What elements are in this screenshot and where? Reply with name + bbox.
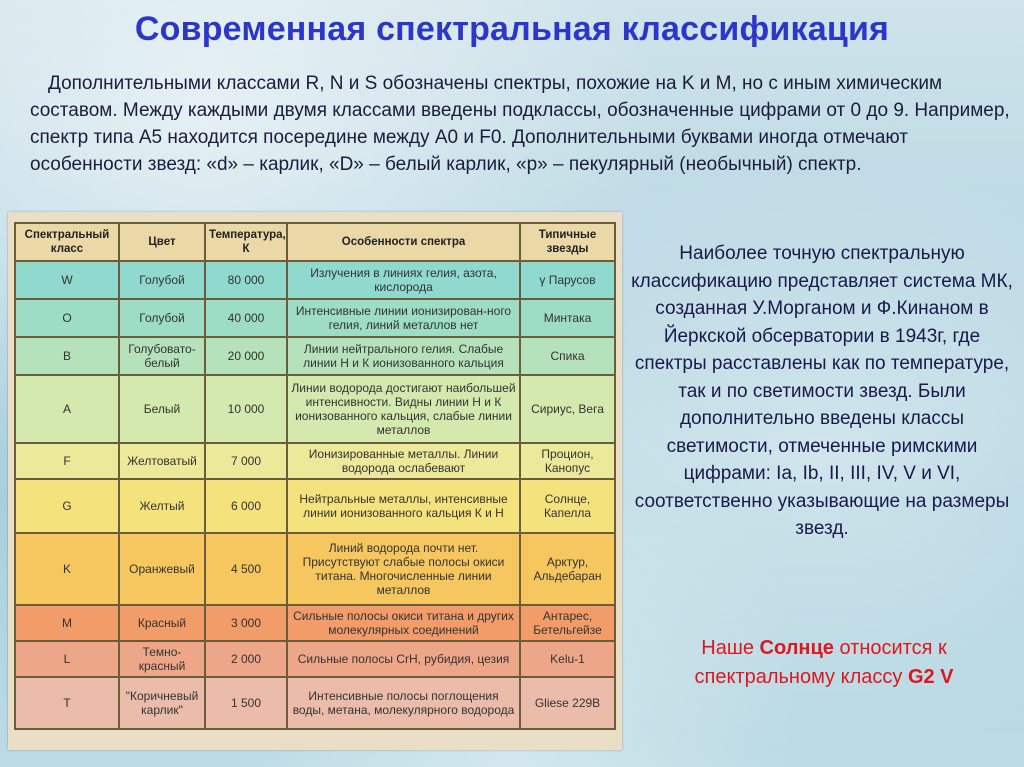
- cell-temperature: 80 000: [205, 261, 287, 299]
- cell-stars: γ Парусов: [520, 261, 615, 299]
- cell-class: M: [15, 605, 119, 641]
- cell-stars: Арктур, Альдебаран: [520, 533, 615, 605]
- cell-color: Голубой: [119, 299, 205, 337]
- cell-stars: Gliese 229B: [520, 677, 615, 729]
- table-row: [15, 337, 615, 375]
- cell-features: Сильные полосы окиси титана и других молекулярных соединений: [287, 605, 520, 641]
- cell-class: K: [15, 533, 119, 605]
- cell-class: O: [15, 299, 119, 337]
- cell-features: Линии нейтрального гелия. Слабые линии Н и К ионизованного кальция: [287, 337, 520, 375]
- sun-note-sun: Солнце: [759, 637, 834, 659]
- cell-temperature: 6 000: [205, 479, 287, 533]
- table-row: [15, 641, 615, 677]
- cell-temperature: 7 000: [205, 443, 287, 479]
- cell-features: Ионизированные металлы. Линии водорода ослабевают: [287, 443, 520, 479]
- cell-features: Интенсивные линии ионизирован-ного гелия, линий металлов нет: [287, 299, 520, 337]
- sun-note-pre: Наше: [701, 637, 760, 659]
- slide-title: Современная спектральная классификация: [134, 10, 890, 48]
- cell-temperature: 10 000: [205, 375, 287, 443]
- spectral-table: [14, 222, 616, 730]
- cell-color: Оранжевый: [119, 533, 205, 605]
- cell-features: Нейтральные металлы, интенсивные линии ионизованного кальция К и Н: [287, 479, 520, 533]
- sun-note-class: G2 V: [907, 666, 954, 688]
- mk-system-text: Наиболее точную спектральную классификацию представляет система МК, созданная У.Морганом и Ф.Кинаном в Йеркской обсерватории в 1943г, где спектры расставлены как по температуре, так и по светимости звезд. Были дополнительно введены классы светимости, отмеченные римскими цифрами: Ia, Ib, II, III, IV, V и VI, соответственно указывающие на размеры звезд.: [631, 243, 1013, 539]
- header-temperature: Температура, К: [205, 223, 287, 261]
- header-features: Особенности спектра: [287, 223, 520, 261]
- cell-temperature: 2 000: [205, 641, 287, 677]
- table-row: [15, 299, 615, 337]
- sun-class-note: [632, 634, 1016, 692]
- header-stars: Типичные звезды: [520, 223, 615, 261]
- cell-class: A: [15, 375, 119, 443]
- table-row: [15, 443, 615, 479]
- table-row: [15, 375, 615, 443]
- cell-class: B: [15, 337, 119, 375]
- table-row: [15, 261, 615, 299]
- cell-features: Излучения в линиях гелия, азота, кислорода: [287, 261, 520, 299]
- cell-color: Голубой: [119, 261, 205, 299]
- intro-text: Дополнительными классами R, N и S обозначены спектры, похожие на K и M, но с иным химическим составом. Между каждыми двумя классами введены подклассы, обозначенные цифрами от 0 до 9. Например, спектр типа A5 находится посередине между A0 и F0. Дополнительными буквами иногда отмечают особенности звезд: «d» – карлик, «D» – белый карлик, «p» – пекулярный (необычный) спектр.: [30, 73, 1010, 175]
- cell-class: W: [15, 261, 119, 299]
- cell-stars: Спика: [520, 337, 615, 375]
- cell-color: "Коричневый карлик": [119, 677, 205, 729]
- intro-paragraph: [30, 70, 1010, 178]
- cell-color: Желтоватый: [119, 443, 205, 479]
- cell-color: Голубовато-белый: [119, 337, 205, 375]
- table-row: [15, 479, 615, 533]
- sun-note-mid: относится к спектральному классу: [694, 637, 947, 688]
- cell-temperature: 1 500: [205, 677, 287, 729]
- cell-color: Темно-красный: [119, 641, 205, 677]
- header-color: Цвет: [119, 223, 205, 261]
- cell-stars: Солнце, Капелла: [520, 479, 615, 533]
- cell-temperature: 4 500: [205, 533, 287, 605]
- cell-stars: Kelu-1: [520, 641, 615, 677]
- cell-features: Интенсивные полосы поглощения воды, метана, молекулярного водорода: [287, 677, 520, 729]
- cell-color: Красный: [119, 605, 205, 641]
- cell-features: Линий водорода почти нет. Присутствуют слабые полосы окиси титана. Многочисленные линии металлов: [287, 533, 520, 605]
- cell-color: Желтый: [119, 479, 205, 533]
- table-header-row: [15, 223, 615, 261]
- table-row: [15, 533, 615, 605]
- cell-temperature: 40 000: [205, 299, 287, 337]
- table-row: [15, 677, 615, 729]
- table-row: [15, 605, 615, 641]
- cell-color: Белый: [119, 375, 205, 443]
- cell-features: Линии водорода достигают наибольшей интенсивности. Видны линии Н и К ионизованного кальция, слабые линии металлов: [287, 375, 520, 443]
- header-class: Спектральный класс: [15, 223, 119, 261]
- cell-stars: Минтака: [520, 299, 615, 337]
- cell-features: Сильные полосы CrH, рубидия, цезия: [287, 641, 520, 677]
- cell-class: T: [15, 677, 119, 729]
- cell-class: L: [15, 641, 119, 677]
- cell-temperature: 3 000: [205, 605, 287, 641]
- cell-stars: Сириус, Вега: [520, 375, 615, 443]
- spectral-table-panel: [8, 212, 622, 750]
- cell-temperature: 20 000: [205, 337, 287, 375]
- cell-stars: Процион, Канопус: [520, 443, 615, 479]
- cell-class: F: [15, 443, 119, 479]
- cell-class: G: [15, 479, 119, 533]
- cell-stars: Антарес, Бетельгейзе: [520, 605, 615, 641]
